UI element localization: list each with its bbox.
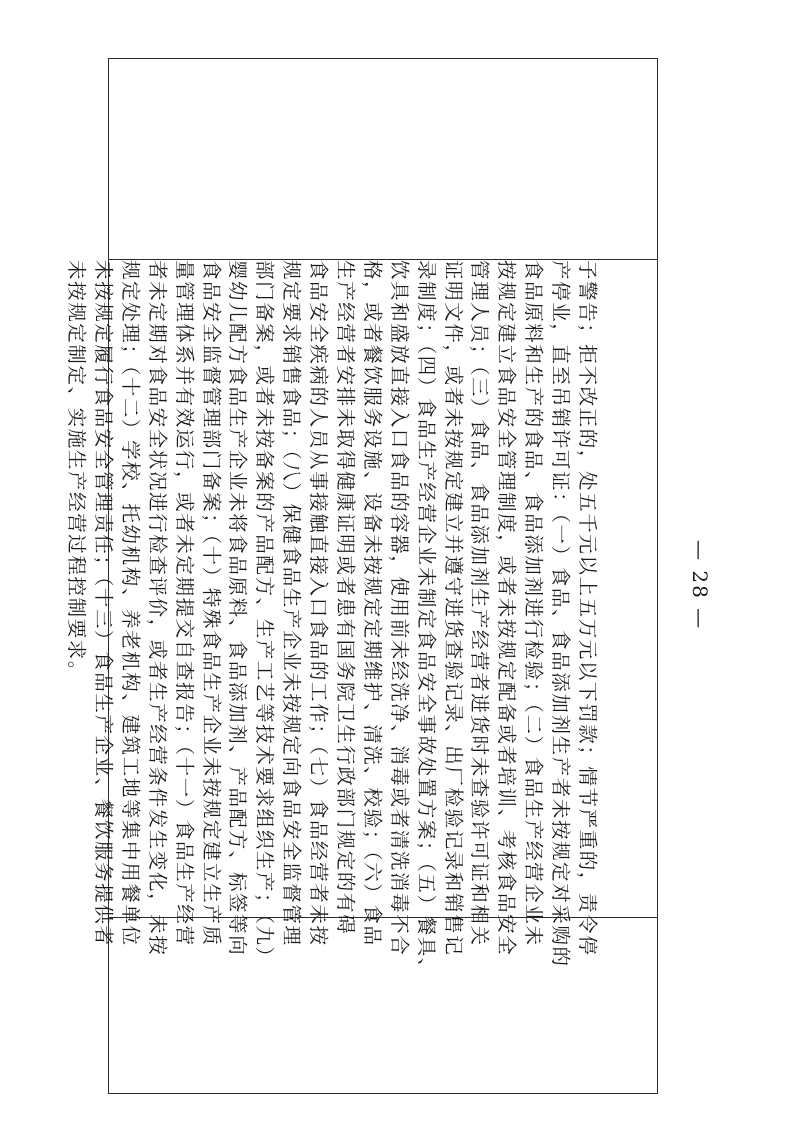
text-line: 格，或者餐饮服务设施、设备未按规定定期维护、清洗、校验；（六）食品 (360, 260, 384, 947)
text-line: 食品安全监督管理部门备案；（十）特殊食品生产企业未按规定建立生产质 (199, 260, 223, 947)
page-number-label: — 28 — (688, 540, 712, 631)
text-line: 量管理体系并有效运行，或者未定期提交自查报告；（十一）食品生产经营 (172, 260, 196, 947)
text-line: 婴幼儿配方食品生产企业未将食品原料、食品添加剂、产品配方、标签等向 (226, 260, 250, 957)
text-line: 食品安全疾病的人员从事接触直接入口食品的工作；（七）食品经营者未按 (307, 260, 331, 947)
page-number (682, 540, 722, 631)
text-line: 者未定期对食品安全状况进行检查评价，或者生产经营条件发生变化，未按 (145, 260, 169, 957)
text-line: 规定处理；（十二）学校、托幼机构、养老机构、建筑工地等集中用餐单位 (118, 260, 142, 947)
text-line: 证明文件，或者未按规定建立并遵守进货查验记录、出厂检验记录和销售记 (441, 260, 465, 957)
text-line: 部门备案，或者未按备案的产品配方、生产工艺等技术要求组织生产；（九） (253, 260, 277, 968)
text-line: 产停业，直至吊销许可证：（一）食品、食品添加剂生产者未按规定对采购的 (549, 260, 573, 968)
text-line: 子警告；拒不改正的，处五千元以上五万元以下罚款；情节严重的，责令停 (576, 260, 599, 957)
legal-text-cell (65, 260, 602, 980)
text-line: 生产经营者安排未取得健康证明或者患有国务院卫生行政部门规定的有碍 (333, 260, 357, 936)
text-line: 按规定建立食品安全管理制度，或者未按规定配备或者培训、考核食品安全 (495, 260, 519, 957)
text-line: 未按规定履行食品安全管理责任；（十三）食品生产企业、餐饮服务提供者 (91, 260, 115, 947)
text-line: 未按规定制定、实施生产经营过程控制要求。 (65, 260, 89, 683)
text-line: 饮具和盛放直接入口食品的容器，使用前未经洗净、消毒或者清洗消毒不合 (387, 260, 411, 957)
text-line: 规定要求销售食品；（八）保健食品生产企业未按规定向食品安全监督管理 (280, 260, 304, 947)
text-line: 食品原料和生产的食品、食品添加剂进行检验；（二）食品生产经营企业未 (522, 260, 546, 947)
legal-text-body (65, 260, 602, 980)
text-line: 录制度；（四）食品生产经营企业未制定食品安全事故处置方案；（五）餐具、 (414, 260, 438, 980)
text-line: 管理人员；（三）食品、食品添加剂生产经营者进货时未查验许可证和相关 (468, 260, 492, 947)
